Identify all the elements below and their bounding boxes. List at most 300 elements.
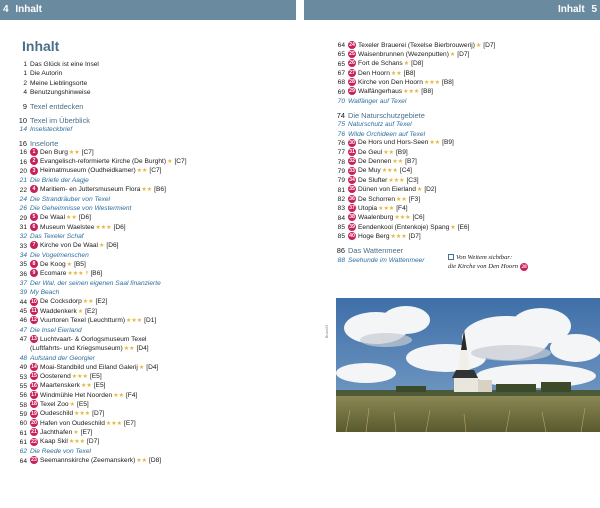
sight-number-badge: 13	[31, 336, 37, 343]
map-grid-reference: [D1]	[144, 316, 157, 324]
toc-page-number: 32	[19, 233, 27, 241]
toc-page-number: 47	[19, 336, 27, 344]
sight-number-badge: 35	[349, 186, 355, 193]
toc-feature-entry[interactable]	[12, 326, 292, 335]
toc-entry[interactable]	[12, 270, 292, 279]
toc-page-number: 81	[337, 186, 345, 194]
toc-page-number: 61	[19, 438, 27, 446]
toc-page-number: 16	[19, 158, 27, 166]
toc-entry-text	[30, 185, 292, 195]
map-grid-reference: [B7]	[405, 158, 417, 166]
toc-entry[interactable]	[12, 60, 292, 69]
toc-page-number: 74	[336, 110, 345, 120]
favorite-line-2: die Kirche von Den Hoorn	[448, 263, 519, 271]
toc-entry-label: Eendenkooi (Entenkoje) Spang	[358, 223, 450, 231]
rating-stars-icon: ★★	[429, 140, 441, 147]
sight-number-badge: 7	[30, 241, 38, 249]
toc-entry-text	[30, 437, 292, 447]
toc-page-number: 69	[337, 88, 345, 96]
toc-entry-label: De Geul	[358, 148, 383, 156]
toc-page-number: 65	[337, 60, 345, 68]
toc-entry-text	[30, 102, 292, 111]
toc-entry-label: Seemannskirche (Zeemanskerk)	[40, 457, 136, 465]
rating-stars-icon: ★	[449, 51, 456, 58]
sight-number-badge: 11	[31, 307, 37, 314]
page-gutter	[296, 0, 304, 508]
sight-number-badge: 26	[349, 60, 355, 67]
toc-entry-text	[30, 344, 292, 354]
toc-page-number: 2	[23, 79, 27, 87]
toc-entry-label: Windmühle Het Noorden	[40, 391, 113, 399]
toc-entry[interactable]	[12, 242, 292, 251]
rating-stars-icon: ★	[416, 187, 423, 194]
sight-number-badge: 23	[31, 457, 37, 464]
toc-entry-label: Den Hoorn	[358, 69, 390, 77]
toc-page-number: 85	[337, 233, 345, 241]
toc-page-number: 4	[23, 89, 27, 97]
toc-entry-label: Die Insel Eierland	[30, 326, 82, 334]
rating-stars-icon: ★★	[113, 392, 124, 399]
toc-entry-text	[30, 269, 292, 279]
toc-entry-label: De Slufter	[358, 176, 388, 184]
sight-number-badge: 8	[30, 260, 38, 268]
rating-stars-icon: ★★	[383, 149, 394, 156]
toc-entry-label: Kaap Skil	[40, 438, 68, 446]
toc-entry[interactable]	[12, 88, 292, 97]
sight-number-badge: 30	[349, 139, 355, 146]
toc-page-number: 76	[337, 130, 345, 138]
rating-stars-icon: ★★★	[378, 205, 395, 212]
rating-stars-icon: ★★	[136, 458, 148, 465]
toc-entry-label: Texel entdecken	[30, 101, 84, 111]
rating-stars-icon: ★★	[68, 149, 80, 156]
photo-credit: Bruce23	[325, 324, 329, 338]
sight-number-badge: 24	[349, 41, 355, 48]
sight-number-badge: 6	[30, 223, 38, 231]
toc-feature-entry[interactable]	[330, 120, 596, 129]
sight-number-badge: 21	[31, 429, 37, 436]
toc-section-heading[interactable]	[330, 111, 596, 120]
rating-stars-icon: ★★	[141, 187, 153, 194]
sight-number-badge: 29	[349, 88, 355, 95]
toc-entry-label: Naturschutz auf Texel	[348, 121, 412, 129]
toc-page-number: 24	[19, 195, 27, 203]
church-photo-illustration	[336, 298, 600, 432]
toc-entry-label: Wilde Orchideen auf Texel	[348, 130, 426, 138]
running-title-right: Inhalt	[557, 4, 585, 15]
toc-page-number: 79	[337, 177, 345, 185]
toc-page-number: 64	[19, 457, 27, 465]
toc-page-number: 20	[19, 167, 27, 175]
map-grid-reference: [D6]	[113, 223, 126, 231]
rating-stars-icon: ★★★	[105, 420, 123, 427]
toc-page-number: 35	[19, 261, 27, 269]
map-grid-reference: [E7]	[80, 429, 93, 437]
sight-number-badge: 10	[31, 298, 37, 305]
map-grid-reference: [C7]	[81, 148, 94, 156]
rating-stars-icon: ★★	[392, 159, 404, 166]
rating-stars-icon: ★	[450, 224, 456, 231]
toc-entry-label: Heimatmuseum (Oudheidkamer)	[40, 167, 136, 175]
toc-left-column	[12, 60, 292, 466]
toc-entry[interactable]	[12, 438, 292, 447]
toc-entry[interactable]	[12, 223, 292, 232]
map-grid-reference: [F4]	[125, 391, 138, 399]
map-grid-reference: [E7]	[124, 419, 136, 427]
toc-page-number: 88	[337, 256, 345, 264]
toc-page-number: 1	[23, 70, 27, 78]
toc-page-number: 64	[337, 42, 345, 49]
toc-entry[interactable]	[330, 88, 596, 97]
map-grid-reference: [E5]	[76, 401, 89, 409]
rating-stars-icon: ★★	[80, 383, 92, 390]
map-grid-reference: [D7]	[483, 41, 496, 49]
map-grid-reference: [B8]	[421, 88, 433, 96]
toc-entry-text	[30, 60, 292, 69]
toc-page-number: 68	[337, 79, 345, 87]
toc-page-number: 47	[19, 326, 27, 334]
toc-entry-label: De Muy	[358, 167, 381, 175]
map-grid-reference: [B8]	[442, 78, 454, 86]
rating-stars-icon: ★	[77, 308, 84, 315]
sight-number-badge: 5	[30, 213, 38, 221]
toc-feature-entry[interactable]	[12, 279, 292, 288]
map-grid-reference: [E2]	[95, 298, 108, 306]
rating-stars-icon: ★★	[123, 345, 135, 352]
rating-stars-icon: ★	[73, 430, 79, 437]
toc-entry-label: Die Strandräuber von Texel	[30, 195, 111, 203]
toc-right-column	[330, 41, 596, 265]
sight-number-badge: 15	[31, 373, 37, 380]
toc-page-number: 37	[19, 280, 27, 288]
rating-stars-icon: ★★★	[394, 215, 411, 222]
toc-entry-label: Inselorte	[30, 138, 59, 148]
toc-page-number: 77	[337, 149, 345, 157]
toc-entry-label: De Schorren	[358, 195, 396, 203]
toc-page-number: 46	[19, 317, 27, 325]
toc-entry-label: Texel im Überblick	[30, 115, 90, 125]
toc-entry-label: Oosterend	[40, 373, 71, 380]
toc-entry-label: Kirche von De Waal	[40, 242, 99, 250]
toc-section-heading[interactable]	[12, 116, 292, 125]
toc-entry-label: Texeler Brauerei (Texelse Bierbrouwerij)	[358, 41, 475, 49]
map-grid-reference: [E5]	[89, 373, 102, 380]
map-grid-reference: [B6]	[90, 270, 103, 278]
map-grid-reference: [B9]	[442, 139, 454, 147]
toc-entry-label: Walfängerhaus	[358, 88, 403, 96]
toc-page-number: 79	[337, 167, 345, 175]
rating-stars-icon: ★★★	[423, 79, 441, 86]
toc-entry-label: Moai-Standbild und Eiland Galerij	[40, 363, 138, 371]
toc-page-number: 59	[19, 410, 27, 418]
sight-number-badge: 17	[31, 391, 37, 398]
toc-page-number: 39	[19, 289, 27, 297]
map-grid-reference: [C4]	[399, 167, 412, 175]
map-grid-reference: [D8]	[149, 457, 162, 465]
map-grid-reference: [D4]	[146, 363, 159, 371]
rating-stars-icon: ★★	[136, 168, 148, 175]
toc-entry-text	[30, 326, 292, 335]
toc-page-number: 53	[19, 373, 27, 381]
toc-entry-text	[30, 456, 292, 466]
toc-feature-entry[interactable]	[12, 125, 292, 134]
toc-page-number: 82	[337, 196, 345, 203]
sight-number-badge: 32	[349, 158, 355, 165]
sight-number-badge: 16	[31, 382, 37, 389]
toc-entry-label: Die Autorin	[30, 70, 63, 78]
toc-entry-label: Luchtvaart- & Oorlogsmuseum Texel	[40, 336, 147, 344]
map-grid-reference: [B8]	[403, 69, 416, 77]
toc-page-number: 86	[336, 246, 345, 256]
toc-page-number: 22	[19, 186, 27, 194]
map-grid-reference: [B6]	[154, 186, 166, 194]
toc-page-number: 1	[23, 61, 27, 68]
toc-page-number: 85	[337, 224, 345, 232]
toc-entry[interactable]	[12, 186, 292, 195]
toc-entry-label: Utopia	[358, 204, 378, 212]
favorite-note	[448, 253, 596, 272]
rating-stars-icon: ★★	[390, 70, 402, 77]
toc-entry[interactable]	[12, 344, 292, 353]
rating-stars-icon: ★★★	[71, 374, 88, 380]
toc-entry-text	[30, 116, 292, 125]
toc-entry-label: Den Burg	[40, 148, 68, 156]
toc-entry-label: Hafen von Oudeschild	[40, 419, 105, 427]
sight-number-badge: 38	[349, 214, 355, 221]
map-grid-reference: [F3]	[408, 195, 421, 203]
toc-page-number: 31	[19, 224, 27, 231]
toc-entry-label: De Cocksdorp	[40, 298, 82, 306]
toc-entry[interactable]	[330, 232, 596, 241]
rating-stars-icon: ★★	[82, 299, 94, 306]
sight-number-badge: 37	[349, 205, 355, 212]
sight-number-badge: 31	[349, 149, 355, 156]
toc-entry-label: Oudeschild	[40, 410, 73, 418]
map-grid-reference: [D7]	[408, 232, 421, 240]
toc-page-number: 29	[19, 214, 27, 222]
sight-number-badge: 28	[349, 79, 355, 86]
toc-entry-text	[30, 166, 292, 176]
toc-entry-label: Evangelisch-reformierte Kirche (De Burght)	[40, 158, 167, 166]
sight-number-badge: 14	[31, 363, 37, 370]
rating-stars-icon: ★★★	[68, 439, 85, 446]
map-grid-reference: [C7]	[174, 158, 187, 166]
map-grid-reference: [D8]	[411, 60, 424, 68]
toc-page-number: 58	[19, 401, 27, 409]
toc-entry-label: Hoge Berg	[358, 232, 390, 240]
toc-page-number: 56	[19, 392, 27, 400]
sight-number-badge: 19	[31, 410, 37, 417]
rating-stars-icon: ★★★	[390, 233, 407, 240]
map-grid-reference: [C6]	[412, 214, 425, 222]
map-grid-reference: [C3]	[406, 176, 419, 184]
toc-entry-text	[30, 223, 292, 233]
toc-feature-entry[interactable]	[12, 195, 292, 204]
rating-stars-icon: ★	[167, 159, 173, 166]
toc-entry-label: Waddenkerk	[40, 307, 77, 315]
toc-entry-label: De Waal	[40, 214, 66, 222]
toc-page-number: 26	[19, 205, 27, 213]
toc-page-number: 60	[19, 420, 27, 428]
toc-entry-label: Benutzungshinweise	[30, 89, 91, 97]
toc-entry-label: Museum Waelstee	[40, 223, 95, 231]
sight-number-badge: 27	[349, 69, 355, 76]
toc-page-number: 83	[337, 205, 345, 213]
map-grid-reference: [E5]	[93, 382, 106, 390]
toc-entry-label: Das Glück ist eine Insel	[30, 61, 99, 68]
toc-entry-label: Maritiem- en Juttersmuseum Flora	[40, 186, 141, 194]
toc-entry-text	[30, 125, 292, 134]
toc-entry-label: Dünen von Eierland	[358, 186, 416, 194]
toc-page-number: 36	[19, 270, 27, 278]
map-grid-reference: [C7]	[149, 167, 162, 175]
sight-number-badge: 39	[349, 223, 355, 230]
toc-entry-label: De Hors und Hors-Seen	[358, 139, 429, 147]
running-title-left: Inhalt	[15, 4, 43, 15]
toc-entry-text	[30, 195, 292, 204]
toc-entry-text	[30, 69, 292, 78]
running-head-left	[0, 0, 296, 20]
toc-entry-label: Die Briefe der Aagje	[30, 177, 89, 185]
toc-entry-label: Seehunde im Wattenmeer	[348, 256, 425, 264]
rating-stars-icon: ★	[69, 402, 75, 409]
toc-page-number: 48	[19, 354, 27, 362]
favorite-line-1: Von Weitem sichtbar:	[456, 254, 513, 261]
toc-entry-label: Vuurtoren Texel (Leuchtturm)	[40, 316, 126, 324]
toc-entry-text	[348, 232, 596, 242]
toc-entry-text	[348, 97, 596, 106]
running-head-right	[304, 0, 600, 20]
toc-entry-label: Maartenskerk	[40, 382, 80, 390]
rating-stars-icon: ★★★	[381, 168, 398, 175]
toc-entry-label: De Koog	[40, 260, 66, 268]
toc-page-number: 45	[19, 308, 27, 316]
toc-entry-label: (Luftfahrts- und Kriegsmuseum)	[30, 344, 123, 352]
toc-entry-label: Waisenbrunnen (Wezenputten)	[358, 50, 449, 58]
map-grid-reference: [F4]	[396, 204, 408, 212]
toc-page-number: 84	[337, 214, 345, 222]
map-grid-reference: [D7]	[457, 50, 470, 58]
rating-stars-icon: ★★	[396, 196, 407, 203]
toc-entry-label: Die Reede von Texel	[30, 448, 91, 456]
page-number-right: 5	[591, 0, 597, 20]
church-landscape-photo	[336, 298, 600, 432]
rating-stars-icon: ★★★	[126, 317, 143, 324]
toc-entry-text	[348, 87, 596, 97]
toc-page-number: 21	[19, 177, 27, 185]
page-title: Inhalt	[22, 38, 60, 54]
rating-stars-icon: ★★★ ☨	[67, 271, 89, 278]
toc-page-number: 67	[337, 70, 345, 78]
toc-entry-label: Das Texeler Schaf	[30, 233, 84, 241]
favorite-number-badge: 28	[521, 263, 527, 270]
toc-entry-label: My Beach	[30, 289, 60, 297]
toc-page-number: 10	[18, 115, 27, 125]
rating-stars-icon: ★★	[66, 215, 77, 222]
toc-entry-text	[30, 241, 292, 251]
sight-number-badge: 20	[31, 419, 37, 426]
toc-page-number: 9	[22, 101, 27, 111]
toc-entry-label: Fort de Schans	[358, 60, 403, 68]
rating-stars-icon: ★★★	[403, 89, 420, 96]
rating-stars-icon: ★	[138, 364, 145, 371]
toc-entry[interactable]	[12, 316, 292, 325]
toc-page-number: 49	[19, 364, 27, 372]
toc-entry-text	[30, 79, 292, 88]
toc-page-number: 44	[19, 298, 27, 306]
rating-stars-icon: ★	[475, 42, 482, 49]
rating-stars-icon: ★	[66, 261, 73, 268]
rating-stars-icon: ★★★	[95, 224, 112, 231]
rating-stars-icon: ★★★	[74, 411, 91, 418]
sight-number-badge: 22	[31, 438, 37, 445]
toc-entry[interactable]	[12, 69, 292, 78]
map-grid-reference: [D7]	[92, 410, 105, 418]
rating-stars-icon: ★	[403, 61, 410, 68]
sight-number-badge: 9	[30, 269, 38, 277]
sight-number-badge: 34	[349, 177, 355, 184]
toc-page-number: 62	[19, 448, 27, 456]
rating-stars-icon: ★★★	[388, 177, 405, 184]
toc-page-number: 61	[19, 429, 27, 437]
sight-number-badge: 2	[30, 157, 38, 165]
map-grid-reference: [D7]	[87, 438, 100, 446]
map-grid-reference: [D2]	[424, 186, 437, 194]
toc-entry-text	[30, 88, 292, 97]
checkbox-icon	[448, 254, 454, 260]
toc-page-number: 33	[19, 242, 27, 250]
toc-entry-label: Jachthafen	[40, 429, 73, 437]
toc-entry-label: Inselsteckbrief	[30, 126, 73, 134]
map-grid-reference: [D4]	[136, 344, 149, 352]
toc-page-number: 78	[337, 158, 345, 166]
toc-page-number: 70	[337, 98, 345, 106]
toc-entry[interactable]	[12, 167, 292, 176]
sight-number-badge: 3	[30, 167, 38, 175]
toc-page-number: 16	[18, 138, 27, 148]
toc-entry-label: Walfänger auf Texel	[348, 98, 407, 106]
toc-entry-label: Texel Zoo	[40, 401, 69, 409]
sight-number-badge: 36	[349, 195, 355, 202]
toc-entry[interactable]	[12, 79, 292, 88]
toc-page-number: 34	[19, 252, 27, 260]
toc-page-number: 16	[19, 149, 27, 157]
toc-entry-label: Die Naturschutzgebiete	[348, 110, 425, 120]
toc-feature-entry[interactable]	[330, 97, 596, 106]
sight-number-badge: 12	[31, 317, 37, 324]
rating-stars-icon: ★	[99, 243, 105, 250]
toc-entry[interactable]	[12, 457, 292, 466]
toc-page-number: 55	[19, 382, 27, 390]
sight-number-badge: 1	[30, 148, 38, 156]
toc-section-heading[interactable]	[12, 102, 292, 111]
toc-entry-label: Aufstand der Georgier	[30, 354, 95, 362]
map-grid-reference: [D6]	[106, 242, 119, 250]
sight-number-badge: 40	[349, 233, 355, 240]
page-number-left: 4	[3, 0, 9, 20]
toc-entry-label: Die Geheimnisse von Westermient	[30, 205, 132, 213]
toc-entry-text	[30, 279, 292, 288]
toc-entry-text	[348, 120, 596, 129]
toc-page-number: 65	[337, 51, 345, 59]
sight-number-badge: 18	[31, 401, 37, 408]
toc-entry-label: Meine Lieblingsorte	[30, 79, 88, 87]
toc-page-number: 75	[337, 121, 345, 129]
toc-page-number: 76	[337, 139, 345, 147]
toc-entry-label: Kirche von Den Hoorn	[358, 78, 423, 86]
toc-entry-label: De Dennen	[358, 158, 392, 166]
map-grid-reference: [E6]	[457, 223, 470, 231]
